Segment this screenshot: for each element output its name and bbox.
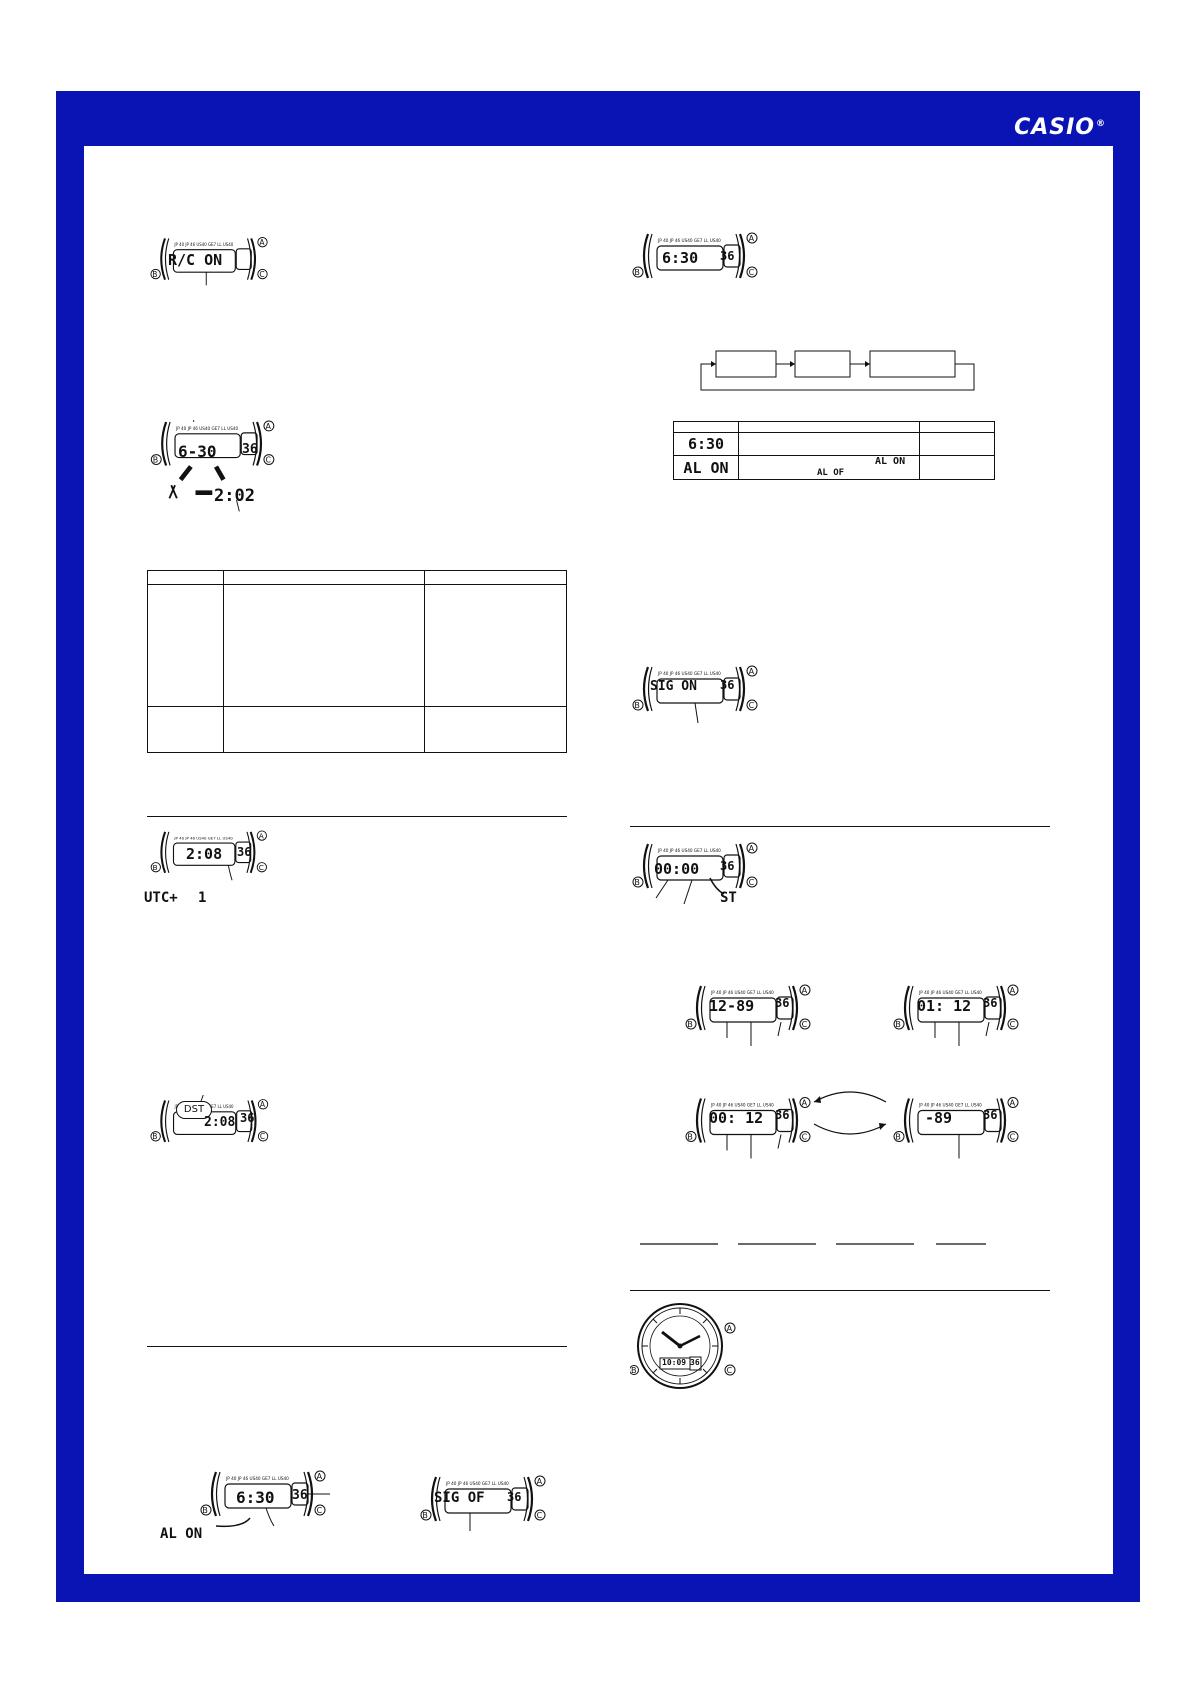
casio-logo: CASIO® bbox=[1014, 115, 1106, 140]
day-indicator: 36 bbox=[775, 996, 790, 1010]
lcd-text: SIG ON bbox=[650, 679, 697, 694]
watch-figure-year bbox=[893, 1092, 1023, 1167]
alarm-label: AL ON bbox=[160, 1526, 203, 1542]
mode-flow-diagram bbox=[695, 348, 985, 398]
watch-figure-rc bbox=[150, 230, 270, 290]
alarm-setting-table bbox=[673, 421, 995, 480]
lcd-text: SIG OF bbox=[434, 1490, 485, 1506]
day-indicator: 36 bbox=[775, 1108, 790, 1122]
section-divider bbox=[147, 1346, 567, 1347]
watch-figure-stopwatch bbox=[632, 842, 772, 912]
day-indicator: 36 bbox=[720, 249, 735, 263]
watch-figure-analog bbox=[630, 1298, 740, 1398]
table-note: AL OF bbox=[817, 468, 845, 478]
lcd-text: 10:09 bbox=[662, 1358, 687, 1367]
day-indicator: 36 bbox=[983, 996, 998, 1010]
table-note: AL ON bbox=[875, 456, 906, 467]
utc-label: UTC+ bbox=[144, 890, 178, 906]
day-indicator: 36 bbox=[983, 1108, 998, 1122]
utc-value: 1 bbox=[198, 890, 207, 906]
watch-figure-signal-off bbox=[420, 1475, 550, 1535]
stopwatch-label: ST bbox=[720, 890, 737, 906]
section-divider bbox=[630, 826, 1050, 827]
lcd-text: -89 bbox=[925, 1109, 953, 1127]
watch-figure-alarm-time bbox=[632, 230, 762, 290]
lcd-text: 6:30 bbox=[236, 1488, 275, 1507]
underline-blanks bbox=[640, 1231, 1000, 1235]
watch-figure-lap bbox=[893, 980, 1023, 1050]
watch-figure-split bbox=[685, 1092, 815, 1167]
watch-figure-dst bbox=[150, 1095, 280, 1155]
day-indicator: 36 bbox=[690, 1358, 700, 1367]
lcd-text: 00: 12 bbox=[709, 1109, 764, 1127]
section-divider bbox=[630, 1290, 1050, 1291]
day-indicator: 36 bbox=[237, 845, 252, 859]
reception-table bbox=[147, 570, 567, 753]
day-indicator: 36 bbox=[240, 1111, 255, 1125]
day-indicator: 36 bbox=[507, 1490, 522, 1504]
table-cell-display: AL ON bbox=[674, 456, 739, 480]
watch-figure-signal-on bbox=[632, 660, 762, 740]
day-indicator: 36 bbox=[292, 1488, 308, 1503]
lcd-text: 2:08 bbox=[186, 845, 223, 863]
watch-figure-signal bbox=[150, 420, 310, 530]
lcd-text: 00:00 bbox=[654, 860, 700, 878]
lcd-text: R/C ON bbox=[168, 251, 223, 269]
section-divider bbox=[147, 816, 567, 817]
dst-badge: DST bbox=[176, 1101, 212, 1119]
watch-figure-alarm bbox=[160, 1470, 330, 1550]
day-indicator: 36 bbox=[720, 678, 735, 692]
lcd-text: 12-89 bbox=[709, 997, 755, 1015]
table-cell-display: 6:30 bbox=[674, 433, 739, 456]
svg-text:B: B bbox=[631, 1366, 637, 1375]
watch-figure-utc bbox=[144, 830, 290, 910]
day-indicator: 36 bbox=[242, 442, 258, 457]
lcd-text: 2:08 bbox=[204, 1115, 236, 1130]
watch-figure-date bbox=[685, 980, 815, 1050]
lcd-text: 6-30 bbox=[178, 442, 217, 461]
svg-text:C: C bbox=[726, 1366, 733, 1375]
toggle-arrows bbox=[810, 1088, 890, 1138]
signal-time: 2:02 bbox=[214, 486, 255, 506]
svg-text:A: A bbox=[726, 1324, 733, 1333]
lcd-text: 6:30 bbox=[662, 249, 699, 267]
day-indicator: 36 bbox=[720, 859, 735, 873]
lcd-text: 01: 12 bbox=[917, 997, 972, 1015]
